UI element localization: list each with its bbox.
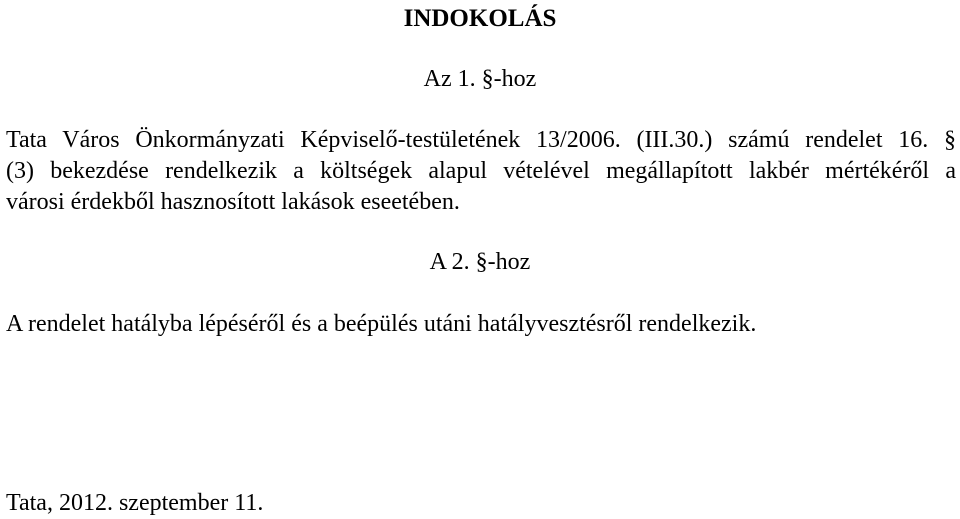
paragraph-line: Tata Város Önkormányzati Képviselő-testületének 13/2006. (III.30.) számú rendelet 16. §: [6, 127, 956, 153]
section-1-paragraph: [6, 125, 956, 218]
place-and-date: Tata, 2012. szeptember 11.: [6, 490, 264, 516]
section-heading-2: A 2. §-hoz: [429, 249, 531, 275]
section-heading-1: Az 1. §-hoz: [423, 66, 537, 92]
section-2-paragraph: A rendelet hatályba lépéséről és a beépülés utáni hatályvesztésről rendelkezik.: [6, 311, 757, 337]
paragraph-line: városi érdekből hasznosított lakások eseetében.: [6, 189, 460, 215]
document-title: INDOKOLÁS: [403, 5, 557, 32]
paragraph-line: (3) bekezdése rendelkezik a költségek alapul vételével megállapított lakbér mértékéről a: [6, 158, 956, 184]
